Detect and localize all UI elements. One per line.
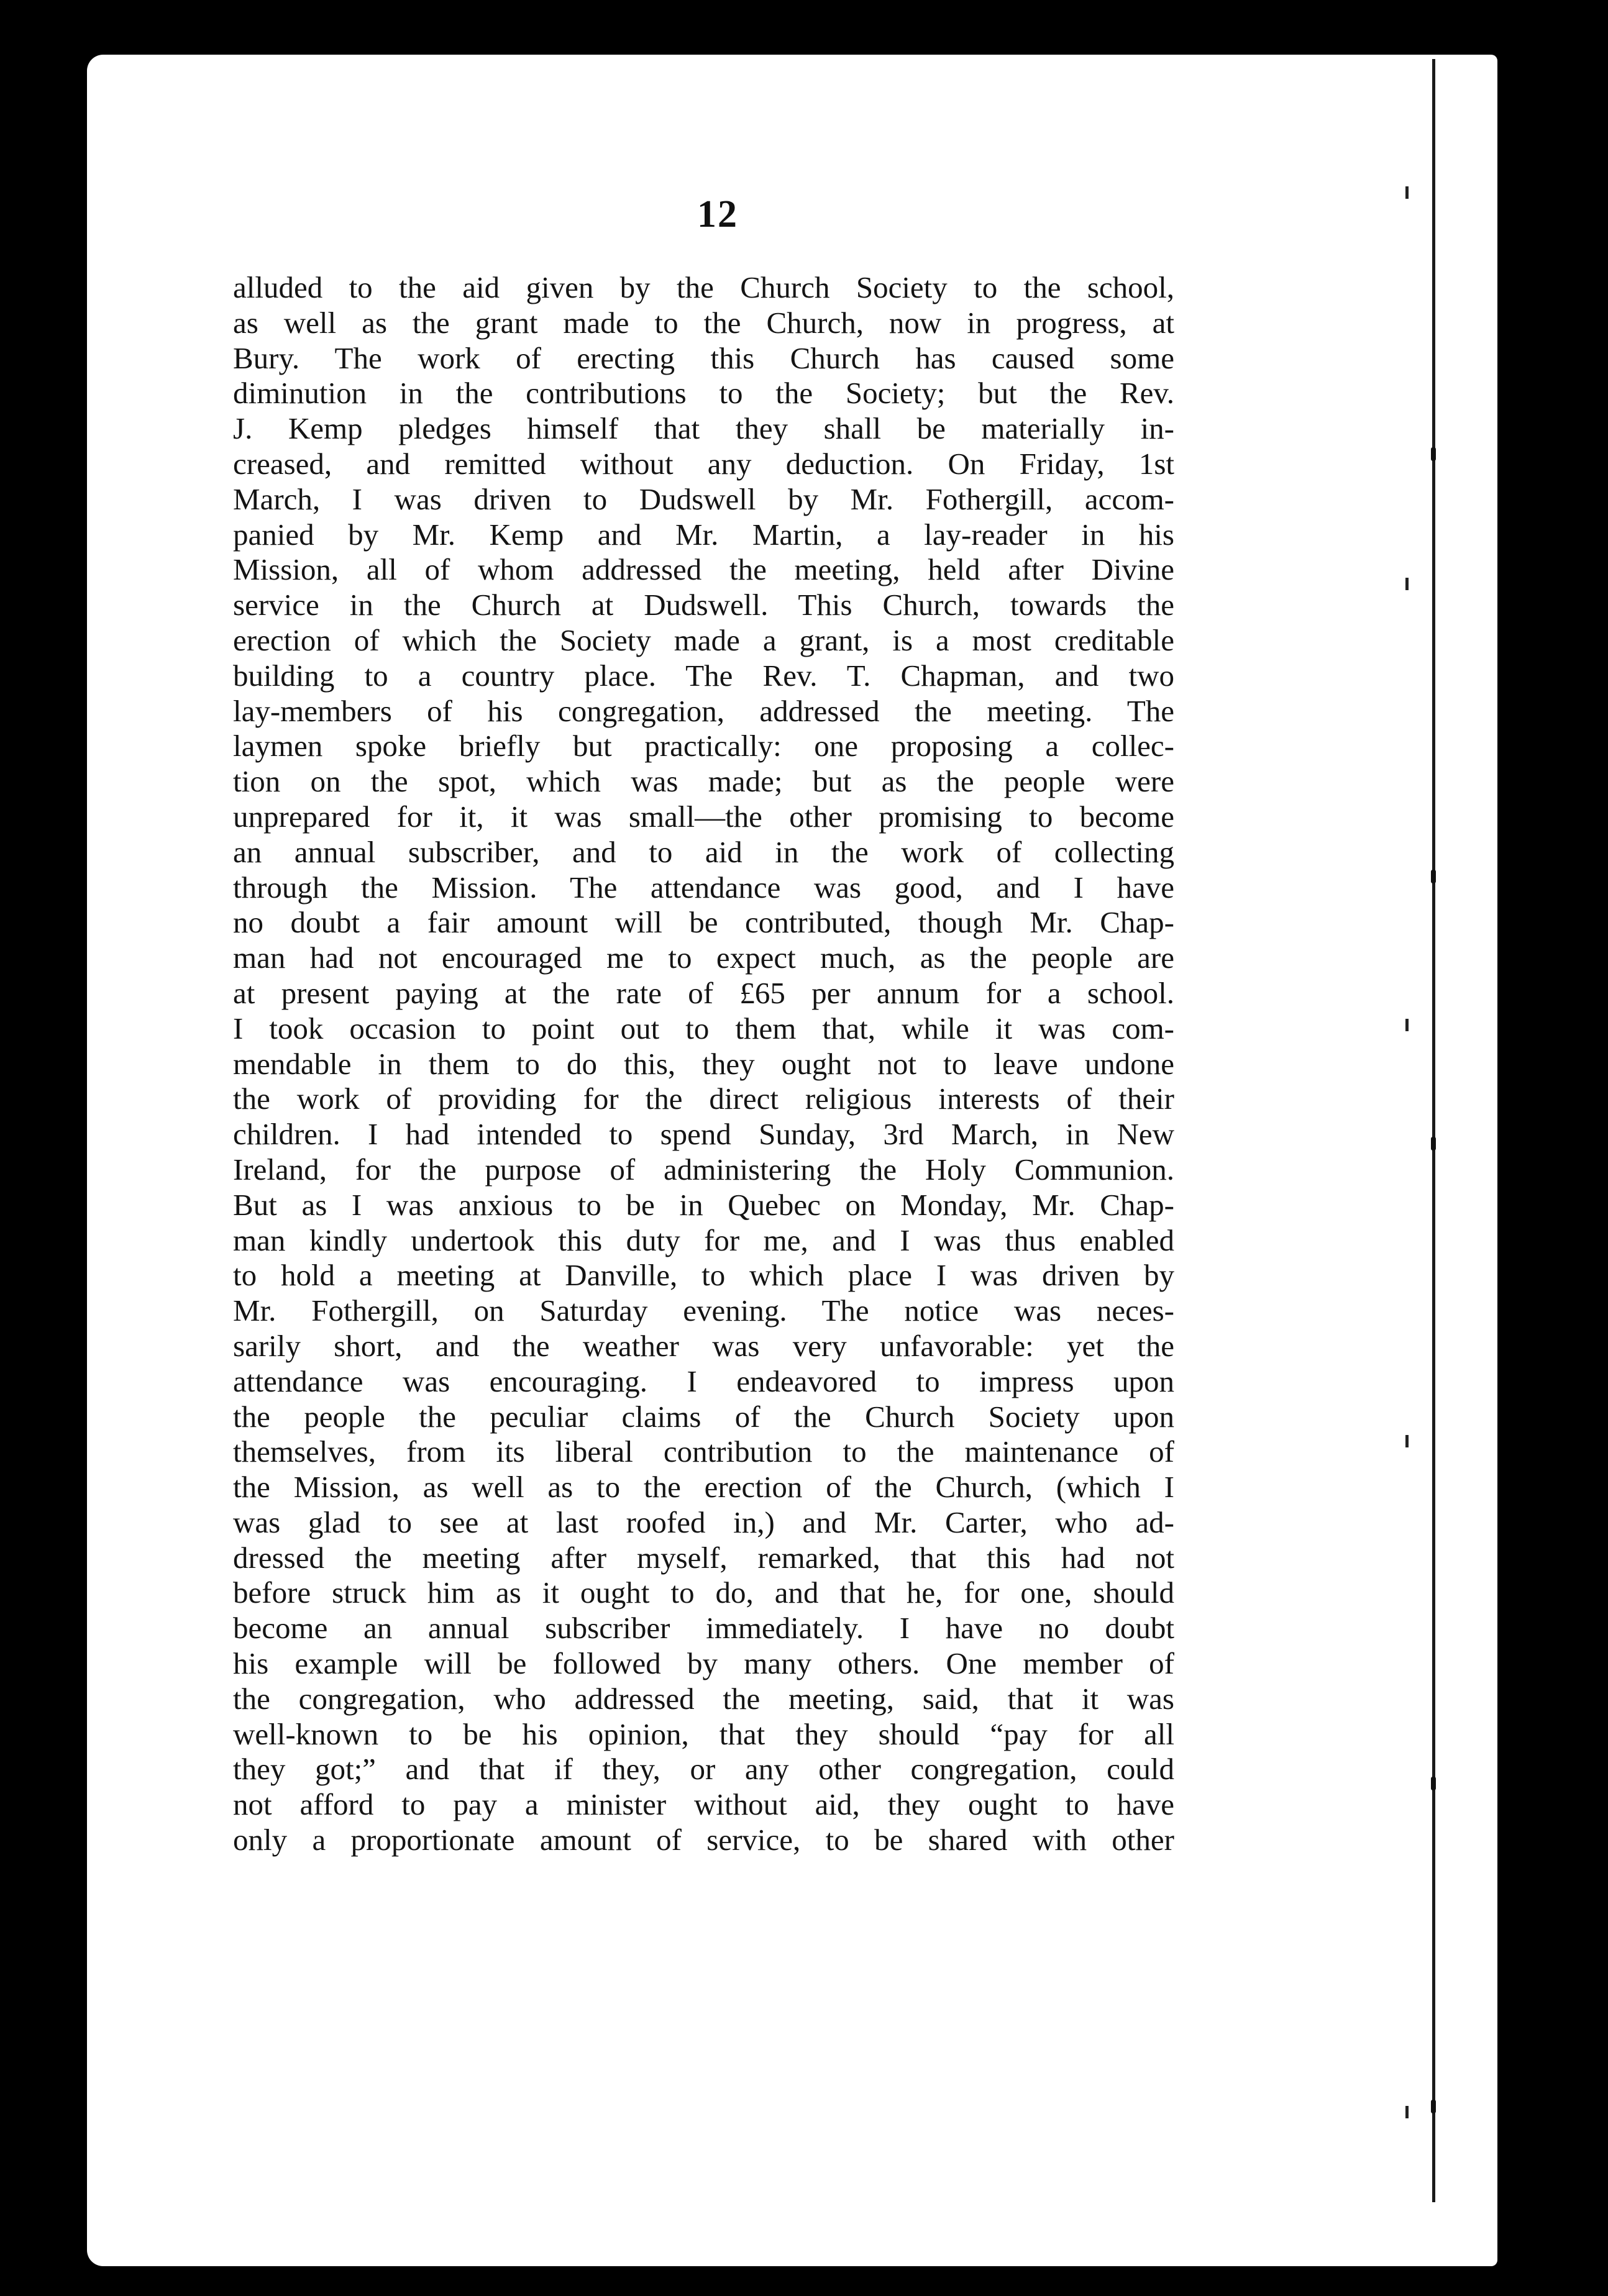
text-line: building to a country place. The Rev. T. Chapman, and two [233,658,1174,693]
text-line: service in the Church at Dudswell. This Church, towards the [233,588,1174,622]
text-line: But as I was anxious to be in Quebec on Monday, Mr. Chap- [233,1187,1174,1222]
text-line: lay-members of his congregation, addressed the meeting. The [233,693,1174,728]
text-line: panied by Mr. Kemp and Mr. Martin, a lay-reader in his [233,517,1174,552]
page-gutter-edge [1432,59,1435,2202]
edge-speck [1405,578,1409,590]
text-line: become an annual subscriber immediately. I have no doubt [233,1611,1174,1646]
text-line: diminution in the contributions to the Society; but the Rev. [233,376,1174,411]
text-line: Bury. The work of erecting this Church has caused some [233,340,1174,375]
body-text [233,270,1174,1858]
text-line: they got;” and that if they, or any other congregation, could [233,1752,1174,1787]
text-line: well-known to be his opinion, that they should “pay for all [233,1716,1174,1751]
text-line: no doubt a fair amount will be contributed, though Mr. Chap- [233,905,1174,940]
text-line: man had not encouraged me to expect much, as the people are [233,941,1174,975]
text-line: laymen spoke briefly but practically: one proposing a collec- [233,729,1174,763]
text-line: Ireland, for the purpose of administering the Holy Communion. [233,1152,1174,1187]
edge-speck [1405,1019,1409,1031]
gutter-mark [1431,1777,1436,1790]
text-line: tion on the spot, which was made; but as the people were [233,764,1174,799]
text-line: his example will be followed by many others. One member of [233,1646,1174,1681]
text-line: only a proportionate amount of service, to be shared with other [233,1823,1174,1857]
text-line: themselves, from its liberal contribution to the maintenance of [233,1434,1174,1469]
text-line: the congregation, who addressed the meeting, said, that it was [233,1681,1174,1716]
text-line: at present paying at the rate of £65 per annum for a school. [233,975,1174,1010]
text-line: the Mission, as well as to the erection of the Church, (which I [233,1470,1174,1505]
text-line: an annual subscriber, and to aid in the work of collecting [233,834,1174,869]
gutter-mark [1431,870,1436,883]
text-line: before struck him as it ought to do, and that he, for one, should [233,1575,1174,1610]
gutter-mark [1431,447,1436,461]
scan-border [1497,0,1608,2296]
text-line: I took occasion to point out to them that, while it was com- [233,1011,1174,1046]
text-line: alluded to the aid given by the Church Society to the school, [233,270,1174,304]
text-line: as well as the grant made to the Church, now in progress, at [233,305,1174,340]
text-line: J. Kemp pledges himself that they shall be materially in- [233,411,1174,446]
edge-speck [1405,1435,1409,1447]
page-number: 12 [697,193,738,235]
text-line: man kindly undertook this duty for me, and I was thus enabled [233,1223,1174,1257]
text-line: dressed the meeting after myself, remarked, that this had not [233,1540,1174,1575]
edge-speck [1405,2106,1409,2118]
text-line: attendance was encouraging. I endeavored to impress upon [233,1364,1174,1398]
text-line: erection of which the Society made a grant, is a most creditable [233,622,1174,657]
text-line: the work of providing for the direct religious interests of their [233,1082,1174,1116]
text-line: March, I was driven to Dudswell by Mr. Fothergill, accom- [233,481,1174,516]
text-line: mendable in them to do this, they ought not to leave undone [233,1046,1174,1081]
text-line: creased, and remitted without any deduction. On Friday, 1st [233,446,1174,481]
gutter-mark [1431,2100,1436,2113]
text-line: sarily short, and the weather was very unfavorable: yet the [233,1328,1174,1363]
text-line: Mission, all of whom addressed the meeting, held after Divine [233,552,1174,587]
text-line: to hold a meeting at Danville, to which place I was driven by [233,1258,1174,1293]
text-line: was glad to see at last roofed in,) and Mr. Carter, who ad- [233,1505,1174,1539]
text-line: the people the peculiar claims of the Church Society upon [233,1399,1174,1434]
gutter-mark [1431,1137,1436,1150]
text-line: not afford to pay a minister without aid, they ought to have [233,1787,1174,1822]
text-line: unprepared for it, it was small—the other promising to become [233,799,1174,834]
text-line: through the Mission. The attendance was good, and I have [233,870,1174,904]
text-line: Mr. Fothergill, on Saturday evening. The notice was neces- [233,1293,1174,1328]
text-line: children. I had intended to spend Sunday, 3rd March, in New [233,1117,1174,1152]
